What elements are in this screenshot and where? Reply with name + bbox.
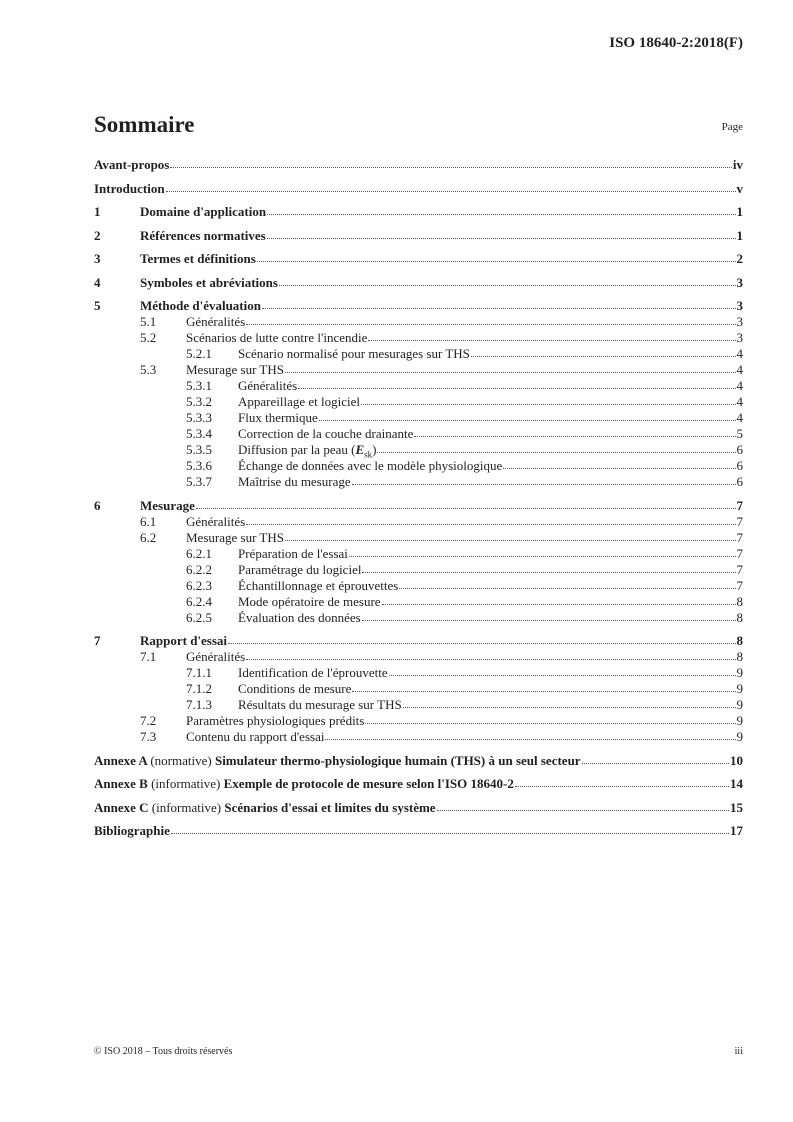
toc-entry-title	[238, 562, 361, 578]
toc-entry[interactable]	[94, 665, 743, 681]
toc-entry-page: 3	[736, 314, 743, 329]
toc-entry[interactable]	[94, 157, 743, 173]
toc-entry[interactable]	[94, 530, 743, 546]
toc-entry-page: 8	[736, 649, 743, 664]
toc-entry-text: Scénario normalisé pour mesurages sur THS	[238, 346, 470, 361]
toc-entry-page: 7	[736, 497, 743, 513]
toc-entry[interactable]	[94, 378, 743, 394]
toc-entry-number: 5	[94, 298, 101, 313]
toc-entry-page: 3	[736, 330, 743, 345]
toc-entry-number: 3	[94, 251, 101, 266]
dot-leader	[319, 419, 736, 421]
dot-leader	[170, 166, 732, 168]
toc-entry-number: 6	[94, 497, 101, 513]
toc-entry-number: 6.2.4	[186, 593, 212, 609]
dot-leader	[279, 284, 736, 286]
page-column-label: Page	[721, 121, 743, 133]
toc-entry-number: 7.1.3	[186, 697, 212, 712]
toc-entry-number: 6.1	[140, 513, 157, 529]
toc-entry-page: 3	[736, 274, 743, 290]
toc-entry[interactable]	[94, 442, 743, 458]
toc-entry-text: Résultats du mesurage sur THS	[238, 697, 402, 712]
dot-leader	[389, 674, 736, 676]
toc-entry[interactable]	[94, 458, 743, 474]
dot-leader	[352, 483, 736, 485]
dot-leader	[437, 809, 729, 811]
toc-entry-title	[94, 181, 165, 197]
toc-entry-page: 4	[736, 394, 743, 409]
dot-leader	[285, 539, 736, 541]
annex-label: Annexe A	[94, 752, 148, 768]
copyright: © ISO 2018 – Tous droits réservés	[94, 1046, 233, 1057]
dot-leader	[414, 435, 735, 437]
toc-entry-title	[238, 474, 351, 490]
toc-entry[interactable]	[94, 594, 743, 610]
subscript: sk	[364, 449, 373, 460]
toc-entry-title	[140, 633, 227, 649]
dot-leader	[285, 371, 736, 373]
toc-entry-text: Avant-propos	[94, 157, 170, 172]
toc-entry-page: 6	[736, 458, 743, 473]
toc-entry-text: Préparation de l'essai	[238, 545, 348, 561]
toc-entry[interactable]	[94, 228, 743, 244]
toc-entry-text: Identification de l'éprouvette	[238, 665, 388, 680]
toc-entry[interactable]	[94, 610, 743, 626]
toc-entry-text: Diffusion par la peau (	[238, 442, 356, 457]
toc-entry[interactable]	[94, 474, 743, 490]
toc-entry-text: Scénarios de lutte contre l'incendie	[186, 330, 368, 345]
annex-title: Simulateur thermo-physiologique humain (THS) à un seul secteur	[214, 752, 581, 768]
toc-entry-text: Appareillage et logiciel	[238, 394, 361, 409]
dot-leader	[325, 738, 735, 740]
toc-entry-title	[186, 330, 367, 346]
toc-entry-page: 4	[736, 346, 743, 361]
toc-entry-page: 7	[736, 529, 743, 545]
toc-entry[interactable]	[94, 181, 743, 197]
toc-entry[interactable]	[94, 314, 743, 330]
toc-entry[interactable]	[94, 800, 743, 816]
toc-entry-text: Correction de la couche drainante	[238, 426, 414, 441]
toc-entry-title	[140, 298, 261, 314]
toc-entry-text: Généralités	[186, 314, 246, 329]
toc-entry-number: 4	[94, 274, 101, 290]
toc-entry-text: Mesurage sur THS	[186, 362, 284, 377]
toc-entry-title	[140, 228, 266, 244]
toc-entry[interactable]	[94, 251, 743, 267]
toc-entry-number: 5.3.4	[186, 426, 212, 441]
dot-leader	[361, 403, 735, 405]
toc-entry-text-end: )	[372, 442, 377, 457]
dot-leader	[246, 323, 735, 325]
toc-entry[interactable]	[94, 410, 743, 426]
dot-leader	[471, 355, 736, 357]
toc-entry-number: 5.3.7	[186, 474, 212, 489]
toc-entry-title	[238, 410, 318, 426]
toc-entry-text: Échange de données avec le modèle physiologique	[238, 458, 503, 473]
toc-entry-page: 7	[736, 513, 743, 529]
toc-entry-number: 6.2.2	[186, 561, 212, 577]
toc-entry-number: 5.2.1	[186, 346, 212, 361]
toc-entry-number: 5.2	[140, 330, 157, 345]
toc-entry-title	[186, 362, 284, 378]
toc-entry[interactable]	[94, 649, 743, 665]
toc-entry-page: 8	[736, 609, 743, 625]
toc-entry[interactable]	[94, 753, 743, 769]
toc-entry-text: Introduction	[94, 180, 165, 196]
toc-entry[interactable]	[94, 562, 743, 578]
toc-entry-page: 4	[736, 362, 743, 377]
toc-entry-number: 7	[94, 633, 101, 648]
toc-entry[interactable]	[94, 498, 743, 514]
toc-entry-number: 5.3.2	[186, 394, 212, 409]
toc-entry-number: 7.3	[140, 729, 157, 744]
toc-entry-text: Évaluation des données	[238, 609, 361, 625]
toc-entry-title	[238, 697, 402, 713]
dot-leader	[196, 507, 736, 509]
footer	[94, 1046, 743, 1057]
dot-leader	[267, 213, 735, 215]
toc-entry-title	[94, 776, 514, 792]
annex-title: Scénarios d'essai et limites du système	[224, 799, 436, 815]
toc-entry-page: 15	[730, 799, 743, 815]
symbol: E	[355, 442, 365, 457]
toc-entry-text: Termes et définitions	[140, 251, 256, 266]
toc-entry-page: 5	[736, 426, 743, 441]
toc-entry[interactable]	[94, 633, 743, 649]
toc-entry-number: 5.3	[140, 362, 157, 377]
toc-entry-page: 14	[730, 776, 743, 791]
toc-entry-title	[94, 753, 581, 769]
toc-entry-page: 9	[736, 729, 743, 744]
toc-entry-text: Généralités	[186, 649, 246, 664]
toc-entry-title	[238, 442, 376, 458]
toc-entry-number: 6.2.5	[186, 609, 212, 625]
annex-kind: (informative)	[151, 799, 222, 815]
toc-entry-text: Conditions de mesure	[238, 681, 352, 696]
toc-entry-page: 9	[736, 713, 743, 728]
toc-entry-title	[238, 546, 348, 562]
toc-entry-text: Domaine d'application	[140, 204, 267, 219]
toc-entry-number: 7.1	[140, 649, 157, 664]
table-of-contents	[94, 157, 743, 839]
toc-entry[interactable]	[94, 275, 743, 291]
toc-entry-page: iv	[732, 157, 743, 172]
toc-entry-title	[186, 713, 364, 729]
toc-entry-page: 7	[736, 577, 743, 593]
toc-entry-number: 7.2	[140, 713, 157, 728]
toc-entry-number: 6.2	[140, 529, 157, 545]
toc-entry-page: 1	[736, 204, 743, 219]
toc-entry[interactable]	[94, 681, 743, 697]
annex-label: Annexe B	[94, 776, 148, 791]
toc-entry-page: 8	[736, 633, 743, 648]
dot-leader	[257, 260, 736, 262]
dot-leader	[362, 619, 736, 621]
toc-entry-title	[238, 378, 297, 394]
toc-entry[interactable]	[94, 546, 743, 562]
toc-entry[interactable]	[94, 823, 743, 839]
toc-entry-text: Échantillonnage et éprouvettes	[238, 577, 399, 593]
dot-leader	[228, 642, 735, 644]
toc-entry-title	[238, 594, 381, 610]
toc-entry-text: Maîtrise du mesurage	[238, 474, 351, 489]
toc-entry[interactable]	[94, 713, 743, 729]
toc-entry-title	[238, 426, 413, 442]
toc-entry-text: Rapport d'essai	[140, 633, 228, 648]
toc-entry-page: 9	[736, 665, 743, 680]
page-title: Sommaire	[94, 112, 195, 137]
toc-entry-page: 9	[736, 697, 743, 712]
toc-entry-page: 7	[736, 561, 743, 577]
toc-entry[interactable]	[94, 697, 743, 713]
toc-entry-text: Flux thermique	[238, 410, 318, 425]
toc-entry-title	[186, 314, 245, 330]
toc-entry[interactable]	[94, 514, 743, 530]
annex-kind: (normative)	[150, 752, 212, 768]
toc-entry-title	[94, 823, 170, 839]
page-number: iii	[734, 1046, 743, 1057]
toc-entry-page: 7	[736, 545, 743, 561]
toc-entry[interactable]	[94, 346, 743, 362]
dot-leader	[368, 339, 735, 341]
toc-entry-number: 1	[94, 204, 101, 219]
dot-leader	[382, 603, 736, 605]
dot-leader	[262, 307, 736, 309]
toc-entry-text: Mesurage	[140, 497, 195, 513]
toc-entry[interactable]	[94, 578, 743, 594]
toc-entry-title	[140, 498, 195, 514]
dot-leader	[377, 451, 735, 453]
toc-entry[interactable]	[94, 330, 743, 346]
dot-leader	[349, 555, 736, 557]
toc-entry-number: 6.2.1	[186, 545, 212, 561]
toc-entry-text: Mode opératoire de mesure	[238, 593, 381, 609]
toc-entry-title	[238, 665, 388, 681]
toc-entry-number: 5.3.1	[186, 378, 212, 393]
dot-leader	[246, 658, 735, 660]
toc-entry-page: 1	[736, 227, 743, 243]
dot-leader	[166, 190, 736, 192]
toc-entry-text: Méthode d'évaluation	[140, 298, 261, 313]
toc-entry-page: 10	[730, 752, 743, 768]
annex-label: Annexe C	[94, 799, 149, 815]
toc-entry-title	[94, 157, 169, 173]
toc-entry-text: Contenu du rapport d'essai	[186, 729, 325, 744]
dot-leader	[515, 785, 729, 787]
toc-entry-page: 9	[736, 681, 743, 696]
toc-entry-title	[140, 275, 278, 291]
dot-leader	[352, 690, 735, 692]
toc-entry[interactable]	[94, 729, 743, 745]
toc-entry[interactable]	[94, 426, 743, 442]
toc-entry-text: Symboles et abréviations	[140, 274, 278, 290]
dot-leader	[171, 832, 729, 834]
dot-leader	[362, 571, 735, 573]
dot-leader	[298, 387, 735, 389]
dot-leader	[399, 587, 735, 589]
dot-leader	[582, 762, 729, 764]
toc-entry-page: 3	[736, 298, 743, 313]
toc-entry-page: 6	[736, 474, 743, 489]
dot-leader	[267, 237, 736, 239]
toc-entry-title	[94, 800, 436, 816]
toc-entry[interactable]	[94, 776, 743, 792]
toc-entry-text: Généralités	[238, 378, 298, 393]
document-id: ISO 18640-2:2018(F)	[609, 35, 743, 51]
toc-entry-page: 4	[736, 410, 743, 425]
dot-leader	[365, 722, 735, 724]
toc-entry-number: 7.1.1	[186, 665, 212, 680]
toc-entry-title	[238, 346, 470, 362]
toc-entry-page: 17	[730, 823, 743, 838]
annex-kind: (informative)	[151, 776, 221, 791]
toc-entry-title	[238, 681, 351, 697]
toc-entry-page: v	[736, 180, 743, 196]
toc-entry-text: Paramètres physiologiques prédits	[186, 713, 365, 728]
toc-entry-number: 5.3.3	[186, 410, 212, 425]
toc-entry-text: Bibliographie	[94, 823, 170, 838]
dot-leader	[503, 467, 735, 469]
toc-entry-number: 5.3.6	[186, 458, 212, 473]
toc-entry[interactable]	[94, 362, 743, 378]
toc-entry-title	[238, 458, 502, 474]
toc-entry-title	[238, 394, 360, 410]
toc-entry-title	[186, 514, 245, 530]
toc-entry-title	[238, 610, 361, 626]
toc-entry-title	[140, 251, 256, 267]
annex-title: Exemple de protocole de mesure selon l'ISO 18640-2	[223, 776, 514, 791]
dot-leader	[246, 523, 735, 525]
toc-entry-text: Généralités	[186, 513, 246, 529]
toc-entry-text: Paramétrage du logiciel	[238, 561, 362, 577]
toc-entry-title	[186, 729, 324, 745]
toc-entry-number: 5.1	[140, 314, 157, 329]
toc-entry[interactable]	[94, 298, 743, 314]
toc-entry-page: 4	[736, 378, 743, 393]
toc-entry-text: Mesurage sur THS	[186, 529, 284, 545]
toc-entry-number: 2	[94, 227, 101, 243]
toc-entry[interactable]	[94, 394, 743, 410]
toc-entry-page: 6	[736, 442, 743, 457]
toc-entry-page: 8	[736, 593, 743, 609]
toc-entry-title	[186, 530, 284, 546]
toc-entry-page: 2	[736, 251, 743, 266]
toc-entry-number: 7.1.2	[186, 681, 212, 696]
toc-entry-number: 6.2.3	[186, 577, 212, 593]
toc-entry-number: 5.3.5	[186, 442, 212, 457]
toc-entry[interactable]	[94, 204, 743, 220]
toc-entry-title	[238, 578, 398, 594]
toc-entry-text: Références normatives	[140, 227, 266, 243]
toc-entry-title	[186, 649, 245, 665]
toc-entry-title	[140, 204, 266, 220]
dot-leader	[403, 706, 736, 708]
